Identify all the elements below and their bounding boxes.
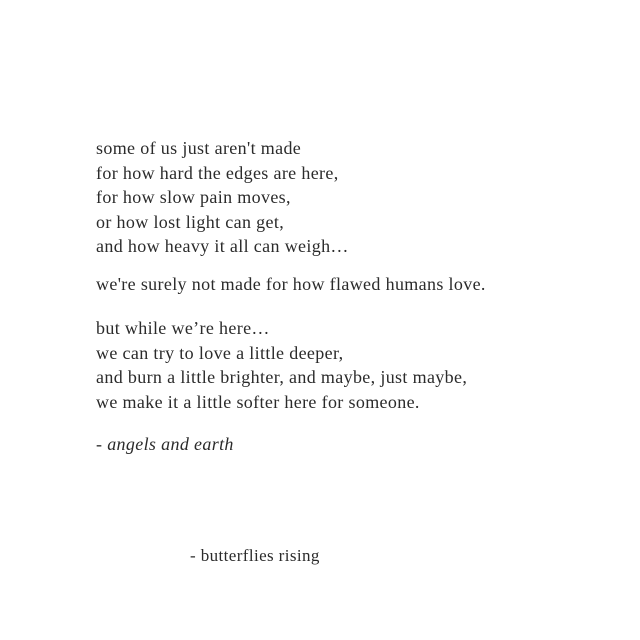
poem-text xyxy=(96,136,616,456)
poem-line: for how hard the edges are here, xyxy=(96,162,339,183)
poem-line: or how lost light can get, xyxy=(96,211,285,232)
stanza-2 xyxy=(96,272,616,297)
poem-line: for how slow pain moves, xyxy=(96,187,291,207)
poem-line: but while we’re here… xyxy=(96,318,270,338)
poem-line: some of us just aren't made xyxy=(96,138,302,158)
stanza-3 xyxy=(96,316,616,414)
poem-line: we make it a little softer here for someone. xyxy=(96,391,420,412)
poem-line: and burn a little brighter, and maybe, just maybe, xyxy=(96,367,468,387)
stanza-1 xyxy=(96,136,616,259)
poem-line: and how heavy it all can weigh… xyxy=(96,236,349,256)
poem-line: we're surely not made for how flawed humans love. xyxy=(96,273,486,294)
poem-line: we can try to love a little deeper, xyxy=(96,342,344,363)
poem-signature: - angels and earth xyxy=(96,434,234,454)
author-credit: - butterflies rising xyxy=(190,546,320,565)
